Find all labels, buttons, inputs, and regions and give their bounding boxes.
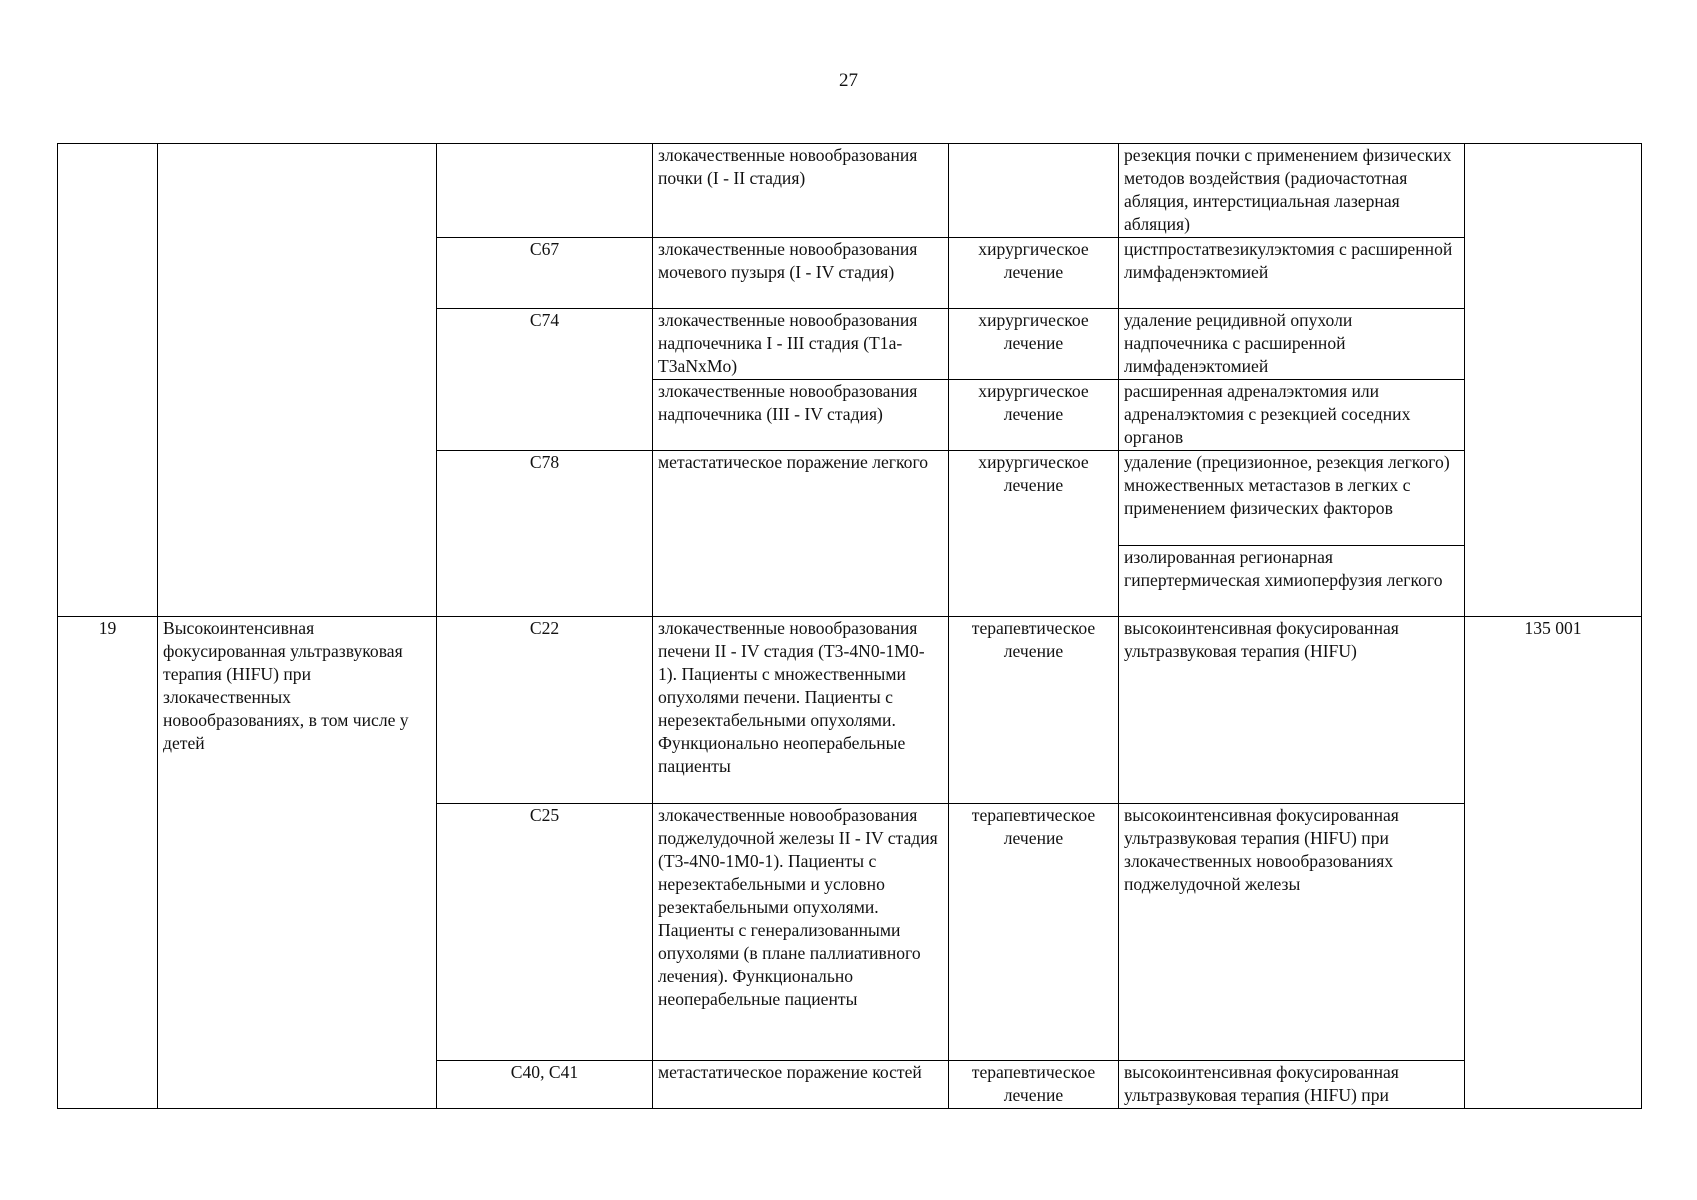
table-row bbox=[58, 617, 1642, 804]
cost-cell-continued bbox=[1465, 144, 1642, 617]
code-cell: C25 bbox=[437, 804, 653, 1061]
code-cell: C22 bbox=[437, 617, 653, 804]
treatment-cell: терапевтическое лечение bbox=[949, 1061, 1119, 1109]
method-cell: резекция почки с применением физических методов воздействия (радиочастотная абляция, интерстициальная лазерная абляция) bbox=[1119, 144, 1465, 238]
diagnosis-cell: злокачественные новообразования печени II - IV стадия (T3-4N0-1M0-1). Пациенты с множественными опухолями печени. Пациенты с нерезектабельными опухолями. Функционально неоперабельные пациенты bbox=[653, 617, 949, 804]
method-cell: удаление (прецизионное, резекция легкого) множественных метастазов в легких с применением физических факторов bbox=[1119, 451, 1465, 546]
diagnosis-cell: злокачественные новообразования почки (I - II стадия) bbox=[653, 144, 949, 238]
method-cell: высокоинтенсивная фокусированная ультразвуковая терапия (HIFU) при злокачественных новообразованиях поджелудочной железы bbox=[1119, 804, 1465, 1061]
diagnosis-cell: злокачественные новообразования мочевого пузыря (I - IV стадия) bbox=[653, 238, 949, 309]
name-cell-continued bbox=[158, 144, 437, 617]
table-row bbox=[58, 144, 1642, 238]
procedures-table bbox=[57, 143, 1642, 1109]
number-cell: 19 bbox=[58, 617, 158, 1109]
treatment-cell: терапевтическое лечение bbox=[949, 804, 1119, 1061]
method-cell: изолированная регионарная гипертермическая химиоперфузия легкого bbox=[1119, 546, 1465, 617]
method-cell: удаление рецидивной опухоли надпочечника с расширенной лимфаденэктомией bbox=[1119, 309, 1465, 380]
diagnosis-cell: злокачественные новообразования надпочечника (III - IV стадия) bbox=[653, 380, 949, 451]
method-cell: цистпростатвезикулэктомия с расширенной лимфаденэктомией bbox=[1119, 238, 1465, 309]
diagnosis-cell: злокачественные новообразования поджелудочной железы II - IV стадия (T3-4N0-1M0-1). Пациенты с нерезектабельными и условно резектабельными опухолями. Пациенты с генерализованными опухолями (в плане паллиативного лечения). Функционально неоперабельные пациенты bbox=[653, 804, 949, 1061]
diagnosis-cell: злокачественные новообразования надпочечника I - III стадия (T1a-T3aNxMo) bbox=[653, 309, 949, 380]
diagnosis-cell: метастатическое поражение легкого bbox=[653, 451, 949, 617]
diagnosis-cell: метастатическое поражение костей bbox=[653, 1061, 949, 1109]
method-cell: высокоинтенсивная фокусированная ультразвуковая терапия (HIFU) при bbox=[1119, 1061, 1465, 1109]
code-cell: C78 bbox=[437, 451, 653, 617]
treatment-cell: хирургическое лечение bbox=[949, 309, 1119, 380]
treatment-cell: хирургическое лечение bbox=[949, 380, 1119, 451]
code-cell bbox=[437, 144, 653, 238]
treatment-cell: хирургическое лечение bbox=[949, 451, 1119, 617]
method-cell: высокоинтенсивная фокусированная ультразвуковая терапия (HIFU) bbox=[1119, 617, 1465, 804]
code-cell: C40, C41 bbox=[437, 1061, 653, 1109]
code-cell: C74 bbox=[437, 309, 653, 451]
treatment-cell: терапевтическое лечение bbox=[949, 617, 1119, 804]
name-cell: Высокоинтенсивная фокусированная ультразвуковая терапия (HIFU) при злокачественных новообразованиях, в том числе у детей bbox=[158, 617, 437, 1109]
treatment-cell: хирургическое лечение bbox=[949, 238, 1119, 309]
cost-cell: 135 001 bbox=[1465, 617, 1642, 1109]
number-cell-continued bbox=[58, 144, 158, 617]
code-cell: C67 bbox=[437, 238, 653, 309]
method-cell: расширенная адреналэктомия или адреналэктомия с резекцией соседних органов bbox=[1119, 380, 1465, 451]
page-number: 27 bbox=[839, 70, 858, 91]
treatment-cell bbox=[949, 144, 1119, 238]
